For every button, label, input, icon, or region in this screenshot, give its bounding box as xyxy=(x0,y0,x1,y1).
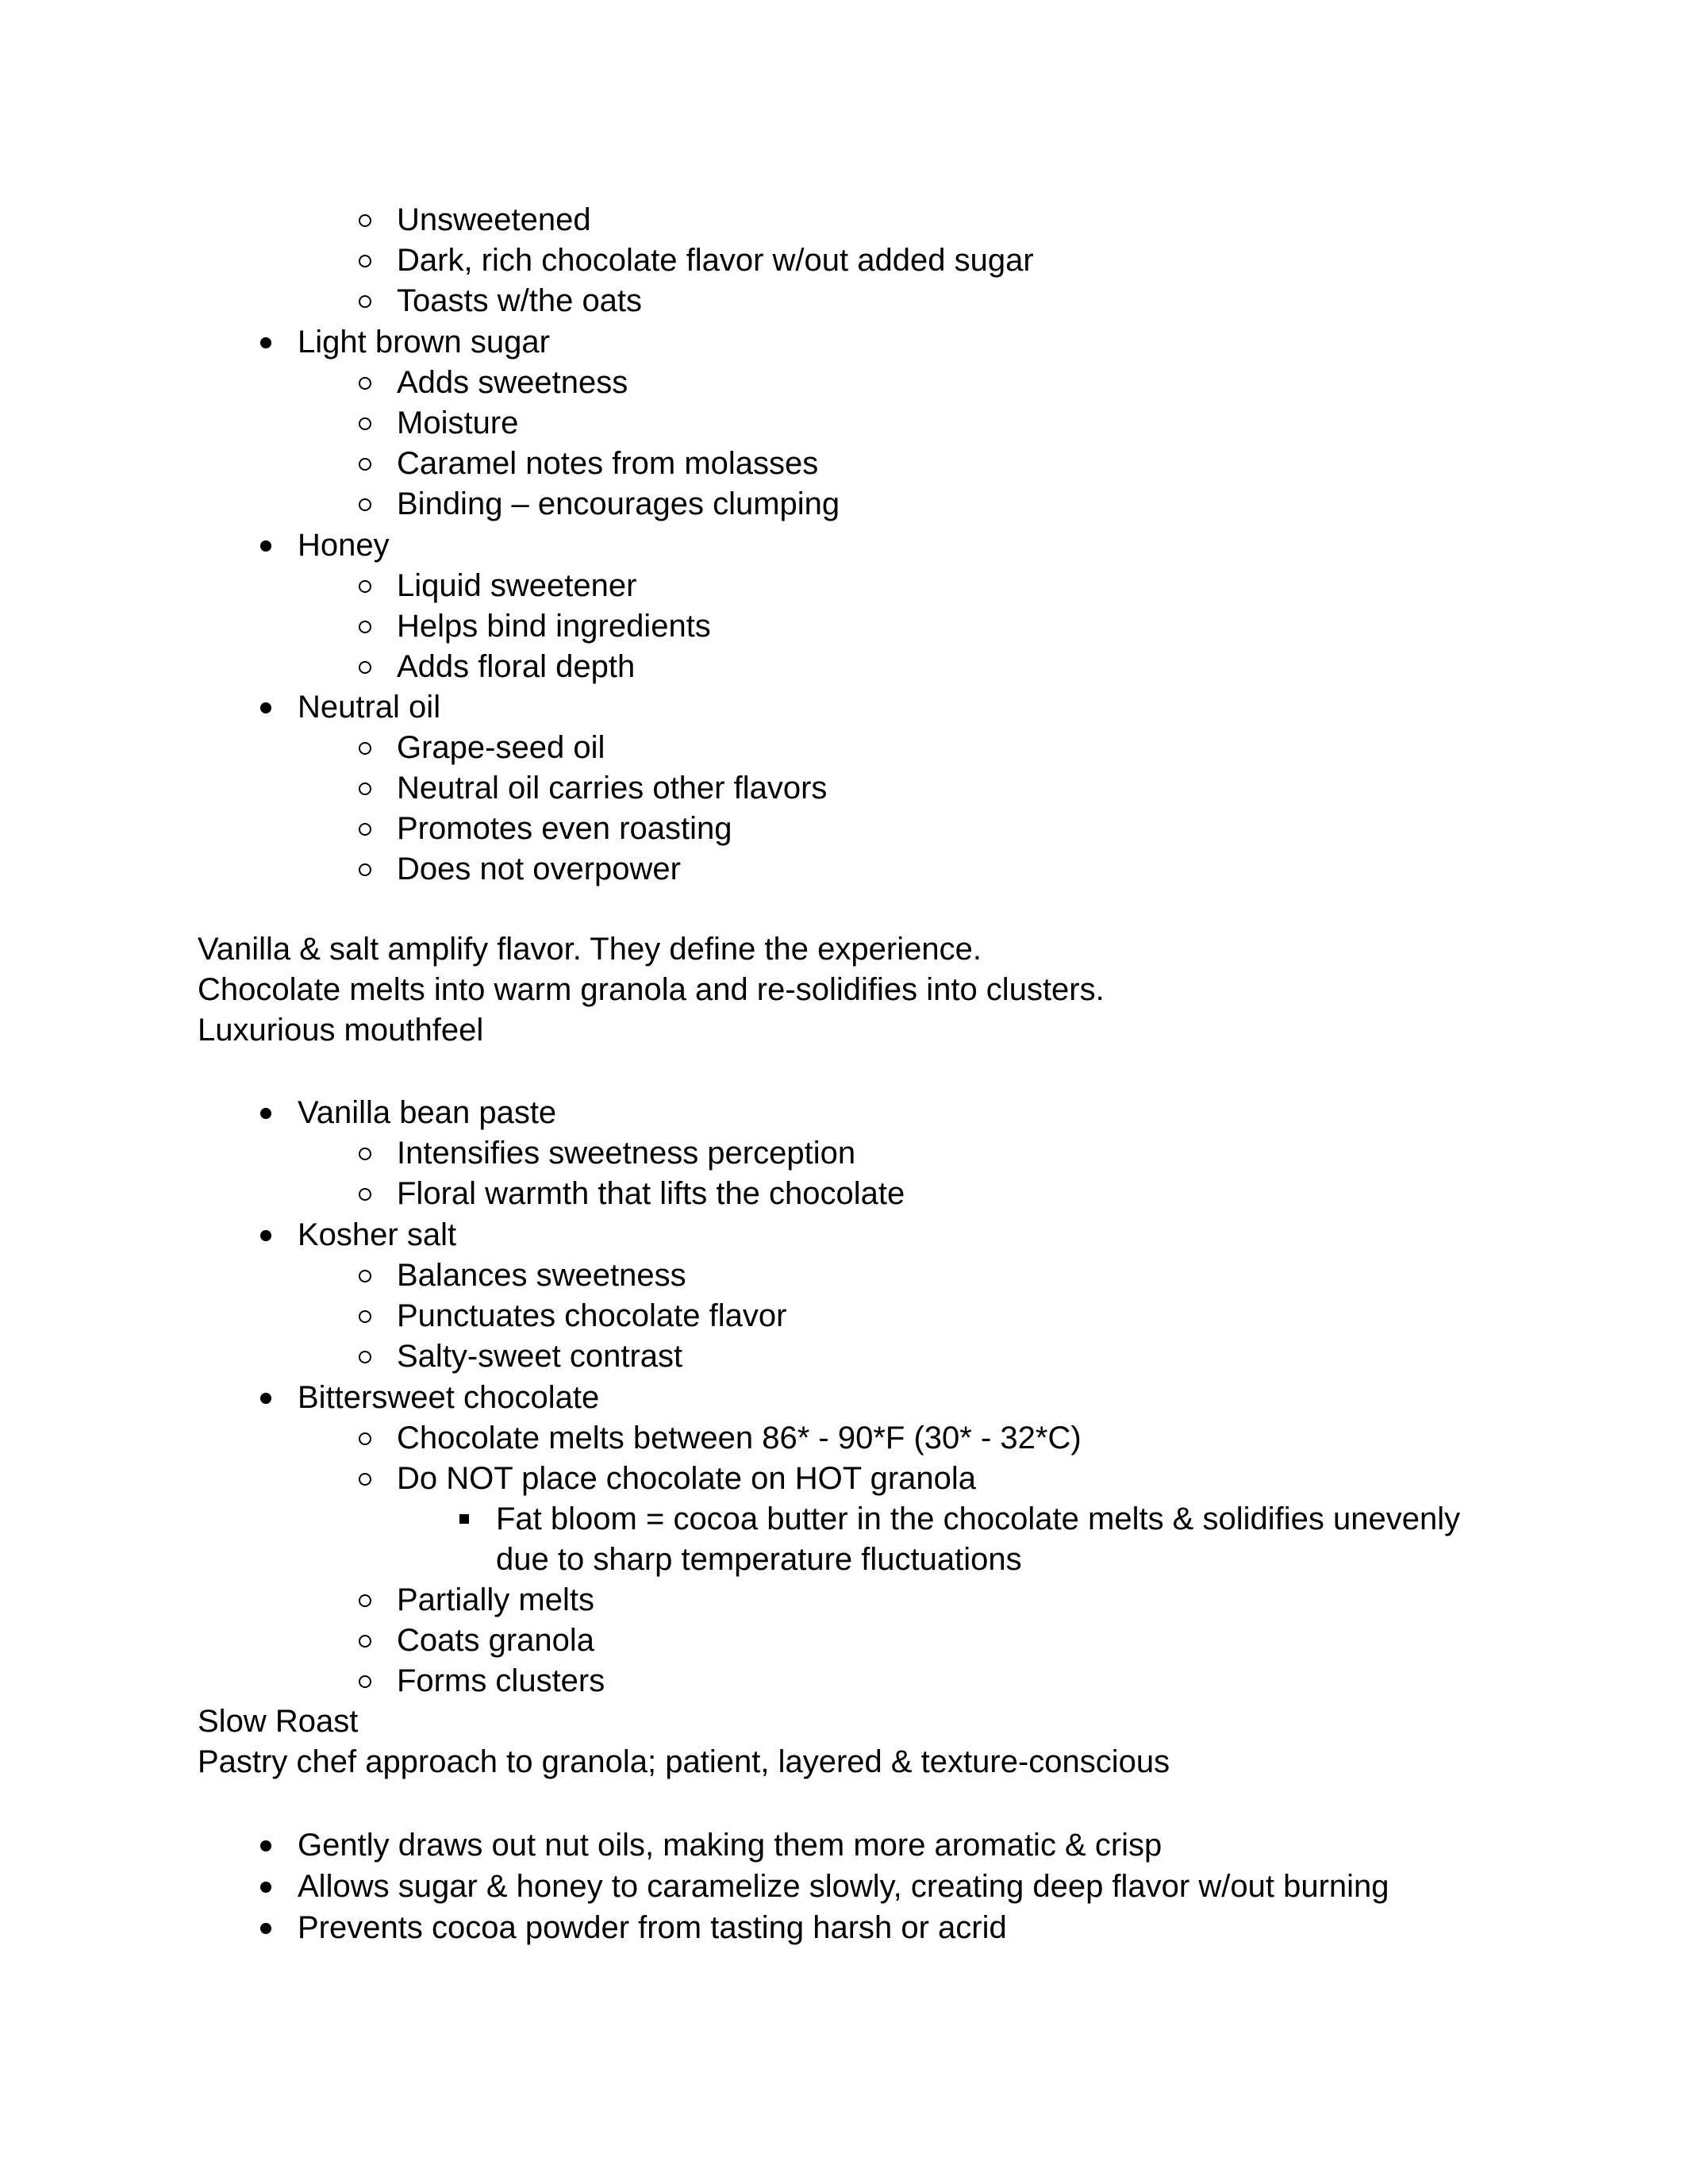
list-item xyxy=(397,1255,686,1296)
list-item-text: Dark, rich chocolate flavor w/out added sugar xyxy=(397,243,1034,278)
list-item xyxy=(397,1579,594,1621)
list-item-text: Prevents cocoa powder from tasting harsh or acrid xyxy=(298,1910,1007,1945)
list-item-text: Grape-seed oil xyxy=(397,730,605,765)
list-item-text: Helps bind ingredients xyxy=(397,609,711,644)
list-item-text: due to sharp temperature fluctuations xyxy=(496,1542,1022,1577)
list-item xyxy=(397,565,636,606)
list-item xyxy=(397,483,840,525)
list-item-text: Honey xyxy=(298,528,390,563)
list-item xyxy=(298,1824,1162,1866)
list-item xyxy=(397,280,642,321)
list-item-text: Forms clusters xyxy=(397,1663,605,1698)
list-item-text: Does not overpower xyxy=(397,852,681,886)
list-item-text: Chocolate melts between 86* - 90*F (30* - 32*C) xyxy=(397,1421,1082,1455)
list-item xyxy=(496,1498,1460,1540)
list-item-text: Intensifies sweetness perception xyxy=(397,1136,856,1171)
list-item xyxy=(397,402,518,444)
list-item-text: Promotes even roasting xyxy=(397,811,732,846)
list-item-text: Floral warmth that lifts the chocolate xyxy=(397,1176,905,1211)
list-item xyxy=(397,1295,786,1336)
list-item xyxy=(298,1214,456,1255)
list-item-text: Moisture xyxy=(397,406,519,440)
paragraph-line: Vanilla & salt amplify flavor. They define the experience. xyxy=(198,932,982,967)
list-item xyxy=(397,1132,855,1174)
list-item xyxy=(397,848,681,890)
list-item-text: Binding – encourages clumping xyxy=(397,486,840,521)
list-item-text: Toasts w/the oats xyxy=(397,283,643,318)
paragraph-line: Slow Roast xyxy=(198,1704,359,1739)
list-item-text: Kosher salt xyxy=(298,1217,457,1252)
list-item-text: Unsweetened xyxy=(397,202,591,237)
list-item-text: Punctuates chocolate flavor xyxy=(397,1298,787,1333)
list-item xyxy=(397,606,711,647)
paragraph-line: Chocolate melts into warm granola and re-solidifies into clusters. xyxy=(198,972,1105,1007)
list-item xyxy=(397,646,635,687)
list-item xyxy=(397,767,827,809)
list-item xyxy=(397,362,628,403)
list-item xyxy=(298,686,440,728)
list-item-text: Fat bloom = cocoa butter in the chocolate melts & solidifies unevenly xyxy=(496,1502,1461,1536)
list-item xyxy=(298,1907,1007,1948)
list-item-text: Bittersweet chocolate xyxy=(298,1380,600,1415)
list-item xyxy=(397,1660,605,1701)
list-item xyxy=(397,443,818,484)
list-item-text: Adds floral depth xyxy=(397,649,636,684)
list-item xyxy=(397,1458,976,1499)
list-item-text: Liquid sweetener xyxy=(397,568,637,603)
list-item xyxy=(298,1377,599,1418)
list-item xyxy=(397,1417,1082,1459)
list-item-text: Allows sugar & honey to caramelize slowly, creating deep flavor w/out burning xyxy=(298,1869,1389,1904)
list-item xyxy=(397,240,1034,281)
list-item xyxy=(397,808,732,849)
list-item xyxy=(298,321,550,363)
list-item xyxy=(397,1620,594,1661)
paragraph-line: Luxurious mouthfeel xyxy=(198,1013,484,1048)
list-item-text: Neutral oil xyxy=(298,690,441,725)
list-item-text: Gently draws out nut oils, making them more aromatic & crisp xyxy=(298,1828,1162,1863)
list-item-text: Vanilla bean paste xyxy=(298,1095,557,1130)
list-item xyxy=(397,1336,682,1377)
list-item-text: Coats granola xyxy=(397,1623,595,1658)
list-item xyxy=(397,727,605,768)
list-item-text: Adds sweetness xyxy=(397,365,628,400)
list-item xyxy=(397,199,591,240)
list-item-text: Salty-sweet contrast xyxy=(397,1339,683,1374)
list-item xyxy=(397,1173,905,1214)
list-item-text: Do NOT place chocolate on HOT granola xyxy=(397,1461,977,1496)
list-item-text: Caramel notes from molasses xyxy=(397,446,819,481)
paragraph-line: Pastry chef approach to granola; patient, layered & texture-conscious xyxy=(198,1744,1170,1779)
list-item-text: Partially melts xyxy=(397,1582,594,1617)
list-item xyxy=(298,1092,556,1133)
list-item-text: Neutral oil carries other flavors xyxy=(397,771,828,806)
list-item-text: Light brown sugar xyxy=(298,325,550,360)
list-item-text: Balances sweetness xyxy=(397,1258,686,1293)
list-item xyxy=(298,525,390,566)
list-item-continuation xyxy=(496,1539,1022,1580)
list-item xyxy=(298,1866,1389,1907)
